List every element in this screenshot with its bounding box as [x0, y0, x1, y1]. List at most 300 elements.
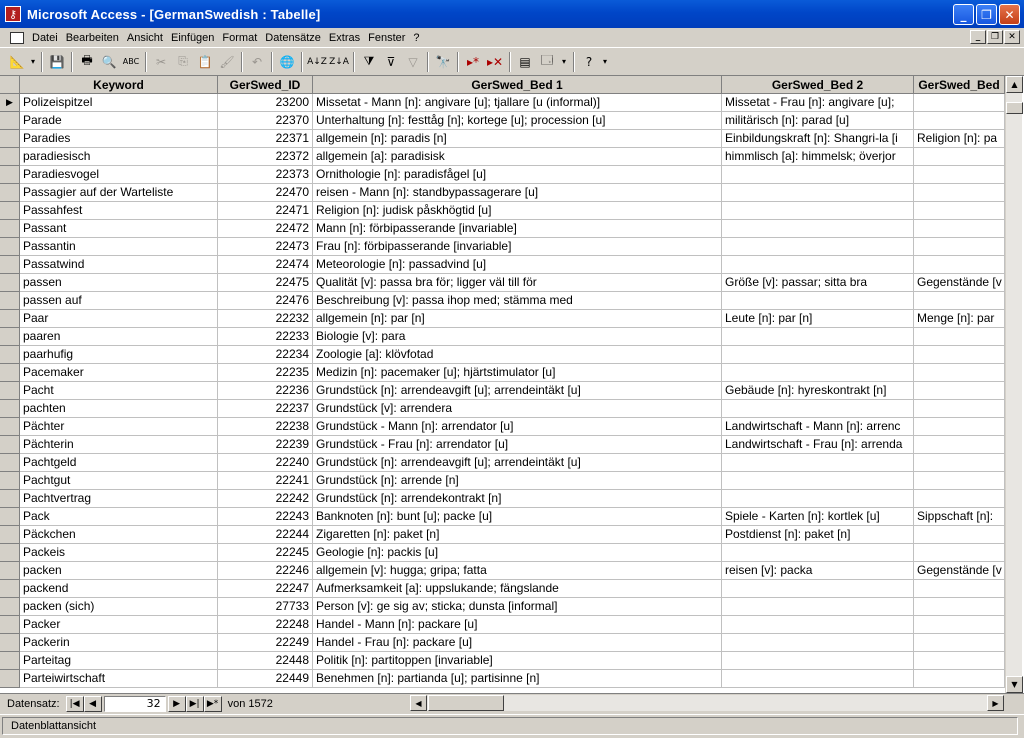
cell-gerswed-bed-2[interactable] [722, 364, 914, 382]
cell-gerswed-id[interactable]: 27733 [218, 598, 313, 616]
cell-gerswed-bed-1[interactable]: Unterhaltung [n]: festtåg [n]; kortege [u]; procession [u] [313, 112, 722, 130]
previous-record-button[interactable]: ◀ [84, 696, 102, 712]
cell-gerswed-bed-1[interactable]: Geologie [n]: packis [u] [313, 544, 722, 562]
minimize-button[interactable]: _ [953, 4, 974, 25]
cell-gerswed-bed-2[interactable] [722, 634, 914, 652]
cell-keyword[interactable]: Pacht [20, 382, 218, 400]
cell-gerswed-id[interactable]: 22373 [218, 166, 313, 184]
cell-gerswed-bed-2[interactable]: himmlisch [a]: himmelsk; överjor [722, 148, 914, 166]
cell-keyword[interactable]: Passatwind [20, 256, 218, 274]
child-minimize-button[interactable]: _ [970, 30, 986, 44]
cell-gerswed-bed-3[interactable] [914, 184, 1005, 202]
table-row[interactable] [0, 184, 1005, 202]
design-view-icon[interactable]: 📐 [9, 54, 25, 69]
cell-gerswed-id[interactable]: 22475 [218, 274, 313, 292]
sort-ascending-icon[interactable]: A↓Z [307, 56, 327, 67]
cell-gerswed-bed-1[interactable]: allgemein [n]: paradis [n] [313, 130, 722, 148]
row-selector[interactable] [0, 238, 20, 256]
table-row[interactable] [0, 256, 1005, 274]
cell-gerswed-bed-1[interactable]: Grundstück [v]: arrendera [313, 400, 722, 418]
cell-gerswed-bed-2[interactable]: Landwirtschaft - Mann [n]: arrenc [722, 418, 914, 436]
table-row[interactable] [0, 94, 1005, 112]
cell-gerswed-id[interactable]: 22449 [218, 670, 313, 688]
cell-gerswed-bed-1[interactable]: Grundstück [n]: arrendekontrakt [n] [313, 490, 722, 508]
child-restore-button[interactable]: ❐ [987, 30, 1003, 44]
menu-fenster[interactable]: Fenster [368, 31, 406, 44]
next-record-button[interactable]: ▶ [168, 696, 186, 712]
cell-gerswed-bed-2[interactable] [722, 256, 914, 274]
cell-keyword[interactable]: Passagier auf der Warteliste [20, 184, 218, 202]
row-selector[interactable] [0, 562, 20, 580]
menu-bearbeiten[interactable]: Bearbeiten [65, 31, 119, 44]
cell-keyword[interactable]: Päckchen [20, 526, 218, 544]
cell-gerswed-id[interactable]: 22245 [218, 544, 313, 562]
cell-gerswed-id[interactable]: 22244 [218, 526, 313, 544]
cell-gerswed-bed-1[interactable]: Zigaretten [n]: paket [n] [313, 526, 722, 544]
row-selector[interactable] [0, 418, 20, 436]
cell-gerswed-bed-3[interactable] [914, 436, 1005, 454]
table-row[interactable] [0, 130, 1005, 148]
cell-gerswed-bed-3[interactable] [914, 490, 1005, 508]
cell-gerswed-id[interactable]: 22236 [218, 382, 313, 400]
table-row[interactable] [0, 310, 1005, 328]
cell-gerswed-id[interactable]: 22448 [218, 652, 313, 670]
row-selector[interactable] [0, 526, 20, 544]
row-selector[interactable] [0, 544, 20, 562]
cell-gerswed-id[interactable]: 22473 [218, 238, 313, 256]
row-selector[interactable] [0, 220, 20, 238]
cell-gerswed-bed-1[interactable]: Missetat - Mann [n]: angivare [u]; tjallare [u (informal)] [313, 94, 722, 112]
filter-by-selection-icon[interactable]: ⧩ [363, 54, 375, 68]
close-button[interactable]: ✕ [999, 4, 1020, 25]
table-row[interactable] [0, 382, 1005, 400]
column-header-gerswed-bed-3[interactable]: GerSwed_Bed [914, 76, 1005, 94]
row-selector[interactable] [0, 436, 20, 454]
column-header-gerswed-id[interactable]: GerSwed_ID [218, 76, 313, 94]
cell-keyword[interactable]: packend [20, 580, 218, 598]
toolbar [0, 48, 1024, 76]
properties-icon[interactable]: ▤ [519, 54, 531, 69]
cell-gerswed-bed-3[interactable] [914, 616, 1005, 634]
cell-gerswed-bed-1[interactable]: Ornithologie [n]: paradisfågel [u] [313, 166, 722, 184]
cell-gerswed-id[interactable]: 22372 [218, 148, 313, 166]
cell-keyword[interactable]: Parade [20, 112, 218, 130]
row-selector[interactable] [0, 184, 20, 202]
table-row[interactable] [0, 220, 1005, 238]
cell-keyword[interactable]: pachten [20, 400, 218, 418]
cell-gerswed-bed-3[interactable]: Gegenstände [v [914, 274, 1005, 292]
row-selector[interactable] [0, 472, 20, 490]
cell-gerswed-bed-3[interactable] [914, 346, 1005, 364]
row-selector[interactable] [0, 364, 20, 382]
apply-filter-icon[interactable]: ▽ [408, 54, 418, 69]
table-row[interactable] [0, 526, 1005, 544]
cell-gerswed-id[interactable]: 22471 [218, 202, 313, 220]
row-selector[interactable] [0, 274, 20, 292]
cell-gerswed-bed-2[interactable] [722, 580, 914, 598]
cell-gerswed-id[interactable]: 22237 [218, 400, 313, 418]
cell-gerswed-bed-1[interactable]: allgemein [v]: hugga; gripa; fatta [313, 562, 722, 580]
cell-gerswed-bed-2[interactable] [722, 472, 914, 490]
new-record-icon[interactable]: ▸* [466, 54, 480, 69]
cell-gerswed-id[interactable]: 22246 [218, 562, 313, 580]
cell-gerswed-bed-1[interactable]: Biologie [v]: para [313, 328, 722, 346]
scroll-left-button[interactable]: ◀ [410, 695, 427, 711]
row-selector[interactable] [0, 382, 20, 400]
cell-gerswed-bed-1[interactable]: Grundstück - Frau [n]: arrendator [u] [313, 436, 722, 454]
table-row[interactable] [0, 472, 1005, 490]
menu-format[interactable]: Format [222, 31, 258, 44]
status-text: Datenblattansicht [2, 717, 1018, 735]
cell-gerswed-id[interactable]: 22240 [218, 454, 313, 472]
table-row[interactable] [0, 238, 1005, 256]
delete-record-icon[interactable]: ▸✕ [486, 54, 504, 69]
cell-gerswed-bed-2[interactable] [722, 490, 914, 508]
child-close-button[interactable]: ✕ [1004, 30, 1020, 44]
table-row[interactable] [0, 598, 1005, 616]
cell-gerswed-bed-1[interactable]: Grundstück [n]: arrende [n] [313, 472, 722, 490]
table-row[interactable] [0, 508, 1005, 526]
cell-gerswed-bed-2[interactable] [722, 544, 914, 562]
window-title: Microsoft Access - [GermanSwedish : Tabelle] [27, 6, 321, 22]
table-row[interactable] [0, 112, 1005, 130]
cell-gerswed-id[interactable]: 22247 [218, 580, 313, 598]
table-row[interactable] [0, 364, 1005, 382]
access-key-icon[interactable]: ⚷ [5, 6, 21, 22]
current-record-indicator[interactable]: ▶ [0, 94, 20, 112]
cell-keyword[interactable]: Polizeispitzel [20, 94, 218, 112]
cell-keyword[interactable]: paaren [20, 328, 218, 346]
row-selector[interactable] [0, 292, 20, 310]
table-row[interactable] [0, 148, 1005, 166]
cell-gerswed-bed-1[interactable]: allgemein [n]: par [n] [313, 310, 722, 328]
cell-gerswed-id[interactable]: 22476 [218, 292, 313, 310]
table-row[interactable] [0, 346, 1005, 364]
cell-gerswed-bed-3[interactable] [914, 364, 1005, 382]
spelling-icon[interactable]: ABC [122, 57, 140, 66]
cell-gerswed-bed-1[interactable]: Medizin [n]: pacemaker [u]; hjärtstimulator [u] [313, 364, 722, 382]
cell-gerswed-id[interactable]: 22234 [218, 346, 313, 364]
cell-gerswed-bed-2[interactable] [722, 202, 914, 220]
cell-gerswed-bed-3[interactable] [914, 418, 1005, 436]
row-selector[interactable] [0, 328, 20, 346]
paste-icon[interactable]: 📋 [197, 54, 213, 69]
cell-gerswed-id[interactable]: 22238 [218, 418, 313, 436]
cell-gerswed-bed-2[interactable] [722, 328, 914, 346]
table-row[interactable] [0, 292, 1005, 310]
horizontal-scroll-thumb[interactable] [428, 695, 504, 711]
cell-gerswed-bed-1[interactable]: Mann [n]: förbipasserande [invariable] [313, 220, 722, 238]
table-row[interactable] [0, 454, 1005, 472]
cell-gerswed-bed-3[interactable] [914, 670, 1005, 688]
table-row[interactable] [0, 670, 1005, 688]
cell-gerswed-id[interactable]: 22241 [218, 472, 313, 490]
cell-gerswed-id[interactable]: 22472 [218, 220, 313, 238]
scroll-up-button[interactable]: ▲ [1006, 76, 1023, 93]
cell-gerswed-bed-2[interactable]: Größe [v]: passar; sitta bra [722, 274, 914, 292]
scroll-right-button[interactable]: ▶ [987, 695, 1004, 711]
record-count-label: von 1572 [227, 697, 273, 710]
table-row[interactable] [0, 634, 1005, 652]
format-painter-icon[interactable]: 🖌 [219, 54, 235, 69]
cell-gerswed-bed-3[interactable] [914, 94, 1005, 112]
vertical-scrollbar[interactable] [1005, 76, 1022, 693]
cell-gerswed-bed-1[interactable]: Handel - Frau [n]: packare [u] [313, 634, 722, 652]
menu-help[interactable]: ? [413, 31, 420, 44]
cell-gerswed-id[interactable]: 22370 [218, 112, 313, 130]
cell-gerswed-bed-1[interactable]: Frau [n]: förbipasserande [invariable] [313, 238, 722, 256]
cell-keyword[interactable]: passen auf [20, 292, 218, 310]
cell-gerswed-bed-3[interactable] [914, 220, 1005, 238]
cell-gerswed-bed-1[interactable]: reisen - Mann [n]: standbypassagerare [u] [313, 184, 722, 202]
cell-keyword[interactable]: Packer [20, 616, 218, 634]
select-all-corner[interactable] [0, 76, 20, 94]
cell-gerswed-bed-1[interactable]: Qualität [v]: passa bra för; ligger väl till för [313, 274, 722, 292]
current-record-field[interactable]: 32 [104, 696, 166, 712]
cell-keyword[interactable]: Paradiesvogel [20, 166, 218, 184]
cell-gerswed-bed-3[interactable] [914, 166, 1005, 184]
row-selector[interactable] [0, 148, 20, 166]
cell-gerswed-bed-2[interactable]: Missetat - Frau [n]: angivare [u]; [722, 94, 914, 112]
cell-gerswed-id[interactable]: 22248 [218, 616, 313, 634]
table-row[interactable] [0, 544, 1005, 562]
cell-keyword[interactable]: packen (sich) [20, 598, 218, 616]
cell-gerswed-bed-2[interactable] [722, 616, 914, 634]
cut-icon[interactable]: ✂ [155, 54, 167, 69]
cell-gerswed-bed-1[interactable]: Politik [n]: partitoppen [invariable] [313, 652, 722, 670]
vertical-scroll-thumb[interactable] [1006, 102, 1023, 114]
cell-gerswed-bed-3[interactable]: Sippschaft [n]: [914, 508, 1005, 526]
cell-gerswed-bed-3[interactable] [914, 112, 1005, 130]
cell-keyword[interactable]: Packerin [20, 634, 218, 652]
print-preview-icon[interactable]: 🔍 [101, 54, 117, 69]
copy-icon[interactable]: ⎘ [178, 54, 188, 68]
cell-gerswed-id[interactable]: 22233 [218, 328, 313, 346]
cell-gerswed-bed-3[interactable] [914, 148, 1005, 166]
cell-gerswed-bed-3[interactable] [914, 202, 1005, 220]
menu-datei[interactable]: Datei [32, 31, 58, 44]
row-selector[interactable] [0, 580, 20, 598]
cell-keyword[interactable]: Pack [20, 508, 218, 526]
cell-gerswed-bed-3[interactable] [914, 580, 1005, 598]
cell-keyword[interactable]: Paradies [20, 130, 218, 148]
cell-gerswed-id[interactable]: 22243 [218, 508, 313, 526]
cell-gerswed-bed-3[interactable] [914, 652, 1005, 670]
cell-keyword[interactable]: Pacemaker [20, 364, 218, 382]
cell-keyword[interactable]: Passantin [20, 238, 218, 256]
row-selector[interactable] [0, 310, 20, 328]
table-row[interactable] [0, 562, 1005, 580]
table-row[interactable] [0, 400, 1005, 418]
hyperlink-icon[interactable]: 🌐 [279, 54, 295, 69]
cell-gerswed-bed-3[interactable] [914, 454, 1005, 472]
row-selector[interactable] [0, 508, 20, 526]
cell-keyword[interactable]: passen [20, 274, 218, 292]
cell-gerswed-bed-2[interactable]: Leute [n]: par [n] [722, 310, 914, 328]
cell-gerswed-bed-1[interactable]: Religion [n]: judisk påskhögtid [u] [313, 202, 722, 220]
row-selector[interactable] [0, 598, 20, 616]
cell-gerswed-bed-3[interactable]: Gegenstände [v [914, 562, 1005, 580]
table-row[interactable] [0, 652, 1005, 670]
cell-gerswed-bed-3[interactable] [914, 256, 1005, 274]
cell-gerswed-bed-2[interactable] [722, 346, 914, 364]
scroll-down-button[interactable]: ▼ [1006, 676, 1023, 693]
cell-keyword[interactable]: Passant [20, 220, 218, 238]
cell-gerswed-bed-3[interactable] [914, 634, 1005, 652]
cell-keyword[interactable]: paarhufig [20, 346, 218, 364]
row-selector[interactable] [0, 454, 20, 472]
cell-gerswed-bed-2[interactable] [722, 652, 914, 670]
cell-gerswed-bed-3[interactable]: Menge [n]: par [914, 310, 1005, 328]
database-window-icon[interactable]: 🗔 [540, 53, 554, 67]
cell-gerswed-bed-2[interactable] [722, 238, 914, 256]
view-dropdown-icon[interactable]: ▾ [30, 57, 35, 66]
column-header-gerswed-bed-2[interactable]: GerSwed_Bed 2 [722, 76, 914, 94]
row-selector[interactable] [0, 670, 20, 688]
menu-datensaetze[interactable]: Datensätze [265, 31, 321, 44]
cell-gerswed-bed-3[interactable] [914, 292, 1005, 310]
cell-gerswed-bed-3[interactable] [914, 472, 1005, 490]
row-selector[interactable] [0, 400, 20, 418]
sort-descending-icon[interactable]: Z↓A [329, 56, 349, 67]
cell-gerswed-id[interactable]: 22232 [218, 310, 313, 328]
cell-gerswed-bed-2[interactable]: Spiele - Karten [n]: kortlek [u] [722, 508, 914, 526]
cell-gerswed-bed-2[interactable] [722, 292, 914, 310]
table-row[interactable] [0, 490, 1005, 508]
cell-gerswed-bed-1[interactable]: Banknoten [n]: bunt [u]; packe [u] [313, 508, 722, 526]
last-record-button[interactable]: ▶| [186, 696, 204, 712]
record-label: Datensatz: [7, 697, 60, 710]
cell-gerswed-bed-1[interactable]: Aufmerksamkeit [a]: uppslukande; fängslande [313, 580, 722, 598]
cell-gerswed-id[interactable]: 23200 [218, 94, 313, 112]
filter-by-form-icon[interactable]: ⊽ [386, 54, 396, 69]
cell-keyword[interactable]: packen [20, 562, 218, 580]
restore-button[interactable]: ❐ [976, 4, 997, 25]
cell-gerswed-id[interactable]: 22239 [218, 436, 313, 454]
cell-gerswed-bed-2[interactable]: Landwirtschaft - Frau [n]: arrenda [722, 436, 914, 454]
cell-gerswed-bed-3[interactable] [914, 526, 1005, 544]
cell-keyword[interactable]: Pachtvertrag [20, 490, 218, 508]
cell-gerswed-bed-2[interactable] [722, 220, 914, 238]
cell-gerswed-bed-2[interactable]: Gebäude [n]: hyreskontrakt [n] [722, 382, 914, 400]
datasheet-grid [0, 76, 1024, 693]
cell-gerswed-bed-2[interactable] [722, 598, 914, 616]
menu-ansicht[interactable]: Ansicht [126, 31, 163, 44]
cell-keyword[interactable]: Paar [20, 310, 218, 328]
cell-gerswed-bed-3[interactable] [914, 328, 1005, 346]
save-icon[interactable]: 💾 [49, 54, 65, 69]
new-record-nav-button[interactable]: ▶* [204, 696, 222, 712]
cell-keyword[interactable]: Pachtgeld [20, 454, 218, 472]
cell-keyword[interactable]: Passahfest [20, 202, 218, 220]
cell-keyword[interactable]: paradiesisch [20, 148, 218, 166]
menu-extras[interactable]: Extras [328, 31, 361, 44]
undo-icon[interactable]: ↶ [251, 54, 263, 69]
horizontal-scrollbar[interactable] [410, 695, 1004, 711]
table-row[interactable] [0, 274, 1005, 292]
row-selector[interactable] [0, 112, 20, 130]
cell-gerswed-bed-1[interactable]: Handel - Mann [n]: packare [u] [313, 616, 722, 634]
cell-gerswed-id[interactable]: 22474 [218, 256, 313, 274]
first-record-button[interactable]: |◀ [66, 696, 84, 712]
cell-gerswed-bed-2[interactable] [722, 400, 914, 418]
cell-gerswed-id[interactable]: 22249 [218, 634, 313, 652]
cell-gerswed-bed-1[interactable]: Person [v]: ge sig av; sticka; dunsta [informal] [313, 598, 722, 616]
new-object-icon[interactable]: ▾ [561, 57, 566, 66]
table-row[interactable] [0, 580, 1005, 598]
cell-gerswed-bed-2[interactable] [722, 454, 914, 472]
table-row[interactable] [0, 202, 1005, 220]
cell-gerswed-bed-1[interactable]: Benehmen [n]: partianda [u]; partisinne [n] [313, 670, 722, 688]
help-dropdown-icon[interactable]: ▾ [602, 57, 607, 66]
cell-keyword[interactable]: Parteiwirtschaft [20, 670, 218, 688]
row-selector[interactable] [0, 652, 20, 670]
cell-gerswed-id[interactable]: 22371 [218, 130, 313, 148]
cell-gerswed-bed-3[interactable] [914, 400, 1005, 418]
cell-keyword[interactable]: Parteitag [20, 652, 218, 670]
cell-gerswed-bed-3[interactable]: Religion [n]: pa [914, 130, 1005, 148]
cell-gerswed-bed-2[interactable]: militärisch [n]: parad [u] [722, 112, 914, 130]
cell-gerswed-bed-3[interactable] [914, 382, 1005, 400]
cell-gerswed-id[interactable]: 22470 [218, 184, 313, 202]
cell-gerswed-bed-1[interactable]: Grundstück - Mann [n]: arrendator [u] [313, 418, 722, 436]
cell-keyword[interactable]: Pächter [20, 418, 218, 436]
column-header-gerswed-bed-1[interactable]: GerSwed_Bed 1 [313, 76, 722, 94]
column-header-keyword[interactable]: Keyword [20, 76, 218, 94]
cell-keyword[interactable]: Packeis [20, 544, 218, 562]
cell-gerswed-bed-2[interactable]: Postdienst [n]: paket [n] [722, 526, 914, 544]
cell-gerswed-bed-2[interactable] [722, 166, 914, 184]
cell-gerswed-bed-3[interactable] [914, 598, 1005, 616]
print-icon[interactable]: 🖶 [81, 53, 93, 67]
cell-gerswed-bed-3[interactable] [914, 544, 1005, 562]
datasheet-icon[interactable] [10, 32, 24, 44]
cell-gerswed-bed-1[interactable]: Beschreibung [v]: passa ihop med; stämma med [313, 292, 722, 310]
cell-gerswed-bed-1[interactable]: Grundstück [n]: arrendeavgift [u]; arrendeintäkt [u] [313, 454, 722, 472]
cell-gerswed-id[interactable]: 22235 [218, 364, 313, 382]
row-selector[interactable] [0, 346, 20, 364]
row-selector[interactable] [0, 130, 20, 148]
find-icon[interactable]: 🔭 [435, 54, 451, 69]
cell-gerswed-bed-2[interactable]: reisen [v]: packa [722, 562, 914, 580]
cell-gerswed-bed-1[interactable]: Meteorologie [n]: passadvind [u] [313, 256, 722, 274]
cell-gerswed-bed-2[interactable] [722, 670, 914, 688]
table-row[interactable] [0, 616, 1005, 634]
status-bar [0, 714, 1024, 738]
cell-keyword[interactable]: Pächterin [20, 436, 218, 454]
table-row[interactable] [0, 328, 1005, 346]
menu-einfuegen[interactable]: Einfügen [170, 31, 215, 44]
row-selector[interactable] [0, 202, 20, 220]
cell-gerswed-id[interactable]: 22242 [218, 490, 313, 508]
row-selector[interactable] [0, 256, 20, 274]
row-selector[interactable] [0, 490, 20, 508]
cell-gerswed-bed-2[interactable]: Einbildungskraft [n]: Shangri-la [i [722, 130, 914, 148]
table-row[interactable] [0, 166, 1005, 184]
row-selector[interactable] [0, 634, 20, 652]
table-row[interactable] [0, 436, 1005, 454]
cell-keyword[interactable]: Pachtgut [20, 472, 218, 490]
cell-gerswed-bed-3[interactable] [914, 238, 1005, 256]
help-icon[interactable]: ? [585, 54, 593, 69]
row-selector[interactable] [0, 166, 20, 184]
cell-gerswed-bed-1[interactable]: Zoologie [a]: klövfotad [313, 346, 722, 364]
cell-gerswed-bed-1[interactable]: allgemein [a]: paradisisk [313, 148, 722, 166]
cell-gerswed-bed-1[interactable]: Grundstück [n]: arrendeavgift [u]; arrendeintäkt [u] [313, 382, 722, 400]
table-row[interactable] [0, 418, 1005, 436]
cell-gerswed-bed-2[interactable] [722, 184, 914, 202]
row-selector[interactable] [0, 616, 20, 634]
